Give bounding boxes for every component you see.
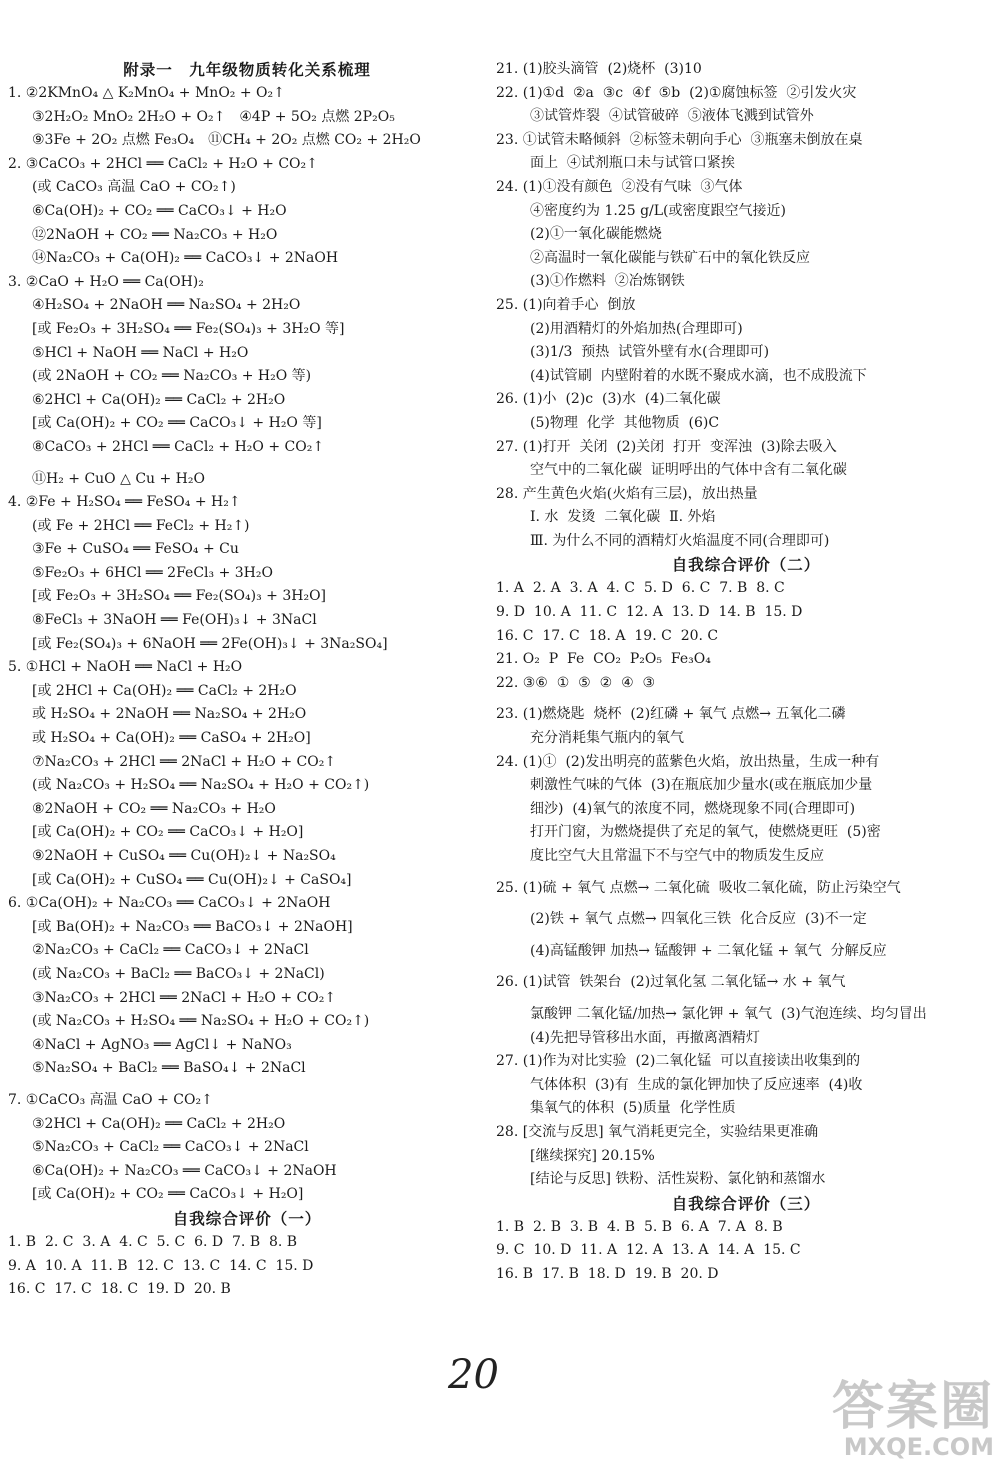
answer-line: [结论与反思] 铁粉、活性炭粉、氯化钠和蒸馏水 [530,1171,826,1188]
answer-line: 气体体积 (3)有 生成的氯化钾加快了反应速率 (4)收 [530,1076,863,1093]
answer-line: (或 Na₂CO₃ + BaCl₂ ══ BaCO₃↓ + 2NaCl) [32,965,325,982]
answer-line: 16. C 17. C 18. C 19. D 20. B [8,1281,231,1298]
watermark-url: MXQE.COM [843,1433,994,1461]
answer-line: ⑨2NaOH + CuSO₄ ══ Cu(OH)₂↓ + Na₂SO₄ [32,848,336,864]
answer-line: [或 Ca(OH)₂ + CO₂ ══ CaCO₃↓ + H₂O] [32,1186,304,1203]
answer-line: 21. (1)胶头滴管 (2)烧杯 (3)10 [496,61,702,77]
answer-line: ⑥Ca(OH)₂ + CO₂ ══ CaCO₃↓ + H₂O [32,202,287,219]
section-title: 自我综合评价（二） [671,556,821,575]
answer-line: [或 2HCl + Ca(OH)₂ ══ CaCl₂ + 2H₂O [32,682,297,699]
answer-line: 16. B 17. B 18. D 19. B 20. D [496,1265,719,1282]
section-title: 附录一 九年级物质转化关系梳理 [123,61,371,79]
answer-line: 集氧气的体积 (5)质量 化学性质 [530,1100,736,1117]
answer-line: 氯酸钾 二氧化锰/加热→ 氯化钾 + 氧气 (3)气泡连续、均匀冒出 [530,1005,927,1022]
answer-line: 刺激性气味的气体 (3)在瓶底加少量水(或在瓶底加少量 [530,777,873,794]
answer-line: 9. C 10. D 11. A 12. A 13. A 14. A 15. C [496,1242,801,1259]
answer-line: (或 CaCO₃ 高温 CaO + CO₂↑) [32,179,236,196]
answer-line: 27. (1)打开 关闭 (2)关闭 打开 变浑浊 (3)除去吸入 [496,438,837,455]
answer-line: 26. (1)试管 铁架台 (2)过氧化氢 二氧化锰→ 水 + 氧气 [496,974,846,991]
answer-line: Ⅰ. 水 发烫 二氧化碳 Ⅱ. 外焰 [530,509,716,526]
answer-line: 1. A 2. A 3. A 4. C 5. D 6. C 7. B 8. C [496,580,785,597]
answer-line: ③试管炸裂 ④试管破碎 ⑤液体飞溅到试管外 [530,108,814,125]
answer-line: (2)铁 + 氧气 点燃→ 四氧化三铁 化合反应 (3)不一定 [530,911,867,928]
spacer [496,900,996,908]
answer-line: [或 Ca(OH)₂ + CuSO₄ ══ Cu(OH)₂↓ + CaSO₄] [32,871,352,888]
answer-line: ③Na₂CO₃ + 2HCl ══ 2NaCl + H₂O + CO₂↑ [32,989,337,1006]
answer-line: ⑧2NaOH + CO₂ ══ Na₂CO₃ + H₂O [32,800,276,817]
answer-line: 细沙) (4)氧气的浓度不同，燃烧现象不同(合理即可) [530,800,856,817]
answer-line: ⑤HCl + NaOH ══ NaCl + H₂O [32,344,249,361]
answer-line: 4. ②Fe + H₂SO₄ ══ FeSO₄ + H₂↑ [8,494,241,511]
answer-line: ④NaCl + AgNO₃ ══ AgCl↓ + NaNO₃ [32,1036,292,1053]
left-column [8,58,486,1302]
answer-line: 27. (1)作为对比实验 (2)二氧化锰 可以直接读出收集到的 [496,1053,861,1070]
answer-line: 9. D 10. A 11. C 12. A 13. D 14. B 15. D [496,604,803,621]
watermark [831,1377,994,1461]
answer-line: (或 Na₂CO₃ + H₂SO₄ ══ Na₂SO₄ + H₂O + CO₂↑) [32,777,370,794]
answer-line: ⑧FeCl₃ + 3NaOH ══ Fe(OH)₃↓ + 3NaCl [32,612,317,629]
answer-line: ⑫2NaOH + CO₂ ══ Na₂CO₃ + H₂O [32,226,278,243]
answer-line: ⑦Na₂CO₃ + 2HCl ══ 2NaCl + H₂O + CO₂↑ [32,753,337,770]
section-title: 自我综合评价（一） [172,1209,322,1228]
answer-line: 6. ①Ca(OH)₂ + Na₂CO₃ ══ CaCO₃↓ + 2NaOH [8,895,331,912]
answer-line: 面上 ④试剂瓶口未与试管口紧挨 [530,155,735,172]
answer-line: 23. ①试管未略倾斜 ②标签未朝向手心 ③瓶塞未倒放在桌 [496,131,863,148]
spacer [496,995,996,1003]
answer-line: 或 H₂SO₄ + 2NaOH ══ Na₂SO₄ + 2H₂O [32,706,307,723]
answer-line: 1. ②2KMnO₄ △ K₂MnO₄ + MnO₂ + O₂↑ [8,85,285,101]
answer-line: Ⅲ. 为什么不同的酒精灯火焰温度不同(合理即可) [530,532,830,549]
answer-line: 26. (1)小 (2)c (3)水 (4)二氧化碳 [496,391,721,408]
answer-line: 或 H₂SO₄ + Ca(OH)₂ ══ CaSO₄ + 2H₂O] [32,730,311,747]
answer-line: [或 Fe₂O₃ + 3H₂SO₄ ══ Fe₂(SO₄)₃ + 3H₂O] [32,588,327,605]
answer-line: [或 Fe₂(SO₄)₃ + 6NaOH ══ 2Fe(OH)₃↓ + 3Na₂SO₄] [32,635,388,652]
answer-line: [继续探究] 20.15% [530,1147,655,1164]
spacer [496,932,996,940]
spacer [8,1081,486,1089]
section-title: 自我综合评价（三） [671,1194,821,1213]
answer-line: ⑤Na₂SO₄ + BaCl₂ ══ BaSO₄↓ + 2NaCl [32,1060,306,1077]
answer-line: ⑨3Fe + 2O₂ 点燃 Fe₃O₄ ⑪CH₄ + 2O₂ 点燃 CO₂ + 2H₂O [32,132,421,149]
answer-line: ④密度约为 1.25 g/L(或密度跟空气接近) [530,202,786,219]
answer-line: ⑤Na₂CO₃ + CaCl₂ ══ CaCO₃↓ + 2NaCl [32,1139,309,1156]
answer-line: (或 Na₂CO₃ + H₂SO₄ ══ Na₂SO₄ + H₂O + CO₂↑) [32,1013,370,1030]
answer-line: 24. (1)① (2)发出明亮的蓝紫色火焰，放出热量，生成一种有 [496,753,880,770]
answer-line: ⑥2HCl + Ca(OH)₂ ══ CaCl₂ + 2H₂O [32,391,286,408]
answer-line: ②高温时一氧化碳能与铁矿石中的氧化铁反应 [530,249,810,266]
answer-line: ⑥Ca(OH)₂ + Na₂CO₃ ══ CaCO₃↓ + 2NaOH [32,1162,337,1179]
spacer [496,695,996,703]
answer-line: [或 Ca(OH)₂ + CO₂ ══ CaCO₃↓ + H₂O 等] [32,415,322,432]
answer-line: 22. ③⑥ ① ⑤ ② ④ ③ [496,674,656,691]
answer-line: [或 Ca(OH)₂ + CO₂ ══ CaCO₃↓ + H₂O] [32,824,304,841]
answer-line: 25. (1)硫 + 氧气 点燃→ 二氧化硫 吸收二氧化硫，防止污染空气 [496,879,901,896]
spacer [496,869,996,877]
answer-line: 9. A 10. A 11. B 12. C 13. C 14. C 15. D [8,1257,314,1274]
answer-line: ③2HCl + Ca(OH)₂ ══ CaCl₂ + 2H₂O [32,1115,286,1132]
spacer [8,460,486,468]
answer-line: [或 Fe₂O₃ + 3H₂SO₄ ══ Fe₂(SO₄)₃ + 3H₂O 等] [32,320,345,337]
answer-line: (4)先把导管移出水面，再撤离酒精灯 [530,1029,760,1046]
answer-line: 度比空气大且常温下不与空气中的物质发生反应 [530,848,824,864]
answer-line: 22. (1)①d ②a ③c ④f ⑤b (2)①腐蚀标签 ②引发火灾 [496,84,857,101]
answer-line: [或 Ba(OH)₂ + Na₂CO₃ ══ BaCO₃↓ + 2NaOH] [32,918,353,935]
answer-line: (或 2NaOH + CO₂ ══ Na₂CO₃ + H₂O 等) [32,368,312,385]
watermark-logo: 答案圈 [831,1377,994,1437]
answer-line: 2. ③CaCO₃ + 2HCl ══ CaCl₂ + H₂O + CO₂↑ [8,155,318,172]
answer-line: (5)物理 化学 其他物质 (6)C [530,414,720,431]
answer-line: (2)用酒精灯的外焰加热(合理即可) [530,320,743,337]
answer-line: 23. (1)燃烧匙 烧杯 (2)红磷 + 氧气 点燃→ 五氧化二磷 [496,706,846,723]
answer-line: 16. C 17. C 18. A 19. C 20. C [496,627,719,644]
answer-line: 25. (1)向着手心 倒放 [496,296,636,313]
answer-line: 1. B 2. B 3. B 4. B 5. B 6. A 7. A 8. B [496,1218,783,1235]
answer-line: 1. B 2. C 3. A 4. C 5. C 6. D 7. B 8. B [8,1233,298,1250]
answer-line: (4)高锰酸钾 加热→ 锰酸钾 + 二氧化锰 + 氧气 分解反应 [530,942,887,959]
answer-line: 打开门窗，为燃烧提供了充足的氧气，使燃烧更旺 (5)密 [530,824,881,841]
answer-line: 空气中的二氧化碳 证明呼出的气体中含有二氧化碳 [530,462,847,479]
answer-line: 7. ①CaCO₃ 高温 CaO + CO₂↑ [8,1091,213,1108]
answer-line: ④H₂SO₄ + 2NaOH ══ Na₂SO₄ + 2H₂O [32,297,301,314]
answer-line: 3. ②CaO + H₂O ══ Ca(OH)₂ [8,273,204,290]
answer-line: ③2H₂O₂ MnO₂ 2H₂O + O₂↑ ④4P + 5O₂ 点燃 2P₂O₅ [32,108,395,125]
answer-line: (或 Fe + 2HCl ══ FeCl₂ + H₂↑) [32,517,250,534]
answer-line: ③Fe + CuSO₄ ══ FeSO₄ + Cu [32,541,239,558]
answer-line: (4)试管刷 内壁附着的水既不聚成水滴，也不成股流下 [530,367,867,384]
right-column [496,58,996,1287]
answer-line: ②Na₂CO₃ + CaCl₂ ══ CaCO₃↓ + 2NaCl [32,942,309,959]
answer-line: ⑭Na₂CO₃ + Ca(OH)₂ ══ CaCO₃↓ + 2NaOH [32,250,339,267]
answer-line: 28. [交流与反思] 氧气消耗更完全，实验结果更准确 [496,1123,819,1140]
answer-line: ⑤Fe₂O₃ + 6HCl ══ 2FeCl₃ + 3H₂O [32,564,273,581]
answer-line: 5. ①HCl + NaOH ══ NaCl + H₂O [8,659,243,676]
page-number: 20 [448,1352,499,1398]
answer-line: 21. O₂ P Fe CO₂ P₂O₅ Fe₃O₄ [496,651,711,668]
answer-line: 充分消耗集气瓶内的氧气 [530,730,684,747]
answer-line: (3)①作燃料 ②冶炼钢铁 [530,273,685,290]
spacer [496,963,996,971]
answer-line: 24. (1)①没有颜色 ②没有气味 ③气体 [496,178,743,195]
answer-line: 28. 产生黄色火焰(火焰有三层)，放出热量 [496,485,758,502]
answer-line: ⑧CaCO₃ + 2HCl ══ CaCl₂ + H₂O + CO₂↑ [32,438,325,455]
answer-line: (2)①一氧化碳能燃烧 [530,226,662,243]
answer-line: ⑪H₂ + CuO △ Cu + H₂O [32,470,205,487]
answer-line: (3)1/3 预热 试管外壁有水(合理即可) [530,344,770,361]
